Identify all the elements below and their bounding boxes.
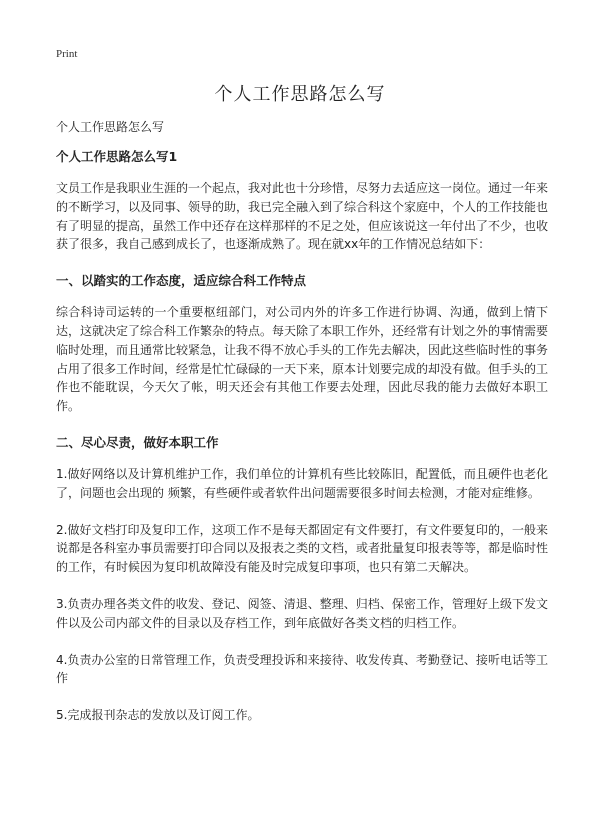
part1-paragraph: 综合科诗司运转的一个重要枢纽部门，对公司内外的许多工作进行协调、沟通，做到上情下达，这就决定了综合科工作繁杂的特点。每天除了本职工作外，还经常有计划之外的事情需要临时处理，而且通常比较紧急，让我不得不放心手头的工作先去解决，因此这些临时性的事务占用了很多工作时间，经常是忙忙碌碌的一天下来，原本计划要完成的却没有做。但手头的工作也不能耽误，今天欠了帐，明天还会有其他工作要去处理，因此尽我的能力去做好本职工作。 (56, 305, 549, 414)
page-title: 个人工作思路怎么写 (214, 84, 386, 105)
section-heading-1: 个人工作思路怎么写1 (56, 149, 178, 164)
print-link[interactable]: Print (56, 48, 78, 60)
list-item: 2.做好文档打印及复印工作，这项工作不是每天都固定有文件要打，有文件要复印的，一般来说都是各科室办事员需要打印合同以及报表之类的文档，或者批量复印报表等等，都是临时性的工作，有时候因为复印机故障没有能及时完成复印事项，也只有第二天解决。 (56, 522, 549, 575)
list-item: 5.完成报刊杂志的发放以及订阅工作。 (56, 708, 260, 723)
intro-paragraph: 文员工作是我职业生涯的一个起点，我对此也十分珍惜，尽努力去适应这一岗位。通过一年来的不断学习，以及同事、领导的助，我已完全融入到了综合科这个家庭中，个人的工作技能也有了明显的提高，虽然工作中还存在这样那样的不足之处，但应该说这一年付出了不少，也收获了很多，我自己感到成长了，也逐渐成熟了。现在就xx年的工作情况总结如下： (56, 181, 549, 252)
list-item: 3.负责办理各类文件的收发、登记、阅签、清退、整理、归档、保密工作，管理好上级下发文件以及公司内部文件的目录以及存档工作，到年底做好各类文档的归档工作。 (56, 596, 548, 630)
part2-heading: 二、尽心尽责，做好本职工作 (56, 434, 219, 450)
document-body (56, 118, 548, 743)
part1-heading: 一、以踏实的工作态度，适应综合科工作特点 (56, 273, 307, 289)
list-item: 4.负责办公室的日常管理工作，负责受理投诉和来接待、收发传真、考勤登记、接听电话等工作 (56, 652, 548, 686)
list-item: 1.做好网络以及计算机维护工作，我们单位的计算机有些比较陈旧，配置低，而且硬件也老化了，问题也会出现的 频繁，有些硬件或者软件出问题需要很多时间去检测，才能对症维修。 (56, 466, 548, 500)
document-subtitle: 个人工作思路怎么写 (56, 120, 165, 134)
